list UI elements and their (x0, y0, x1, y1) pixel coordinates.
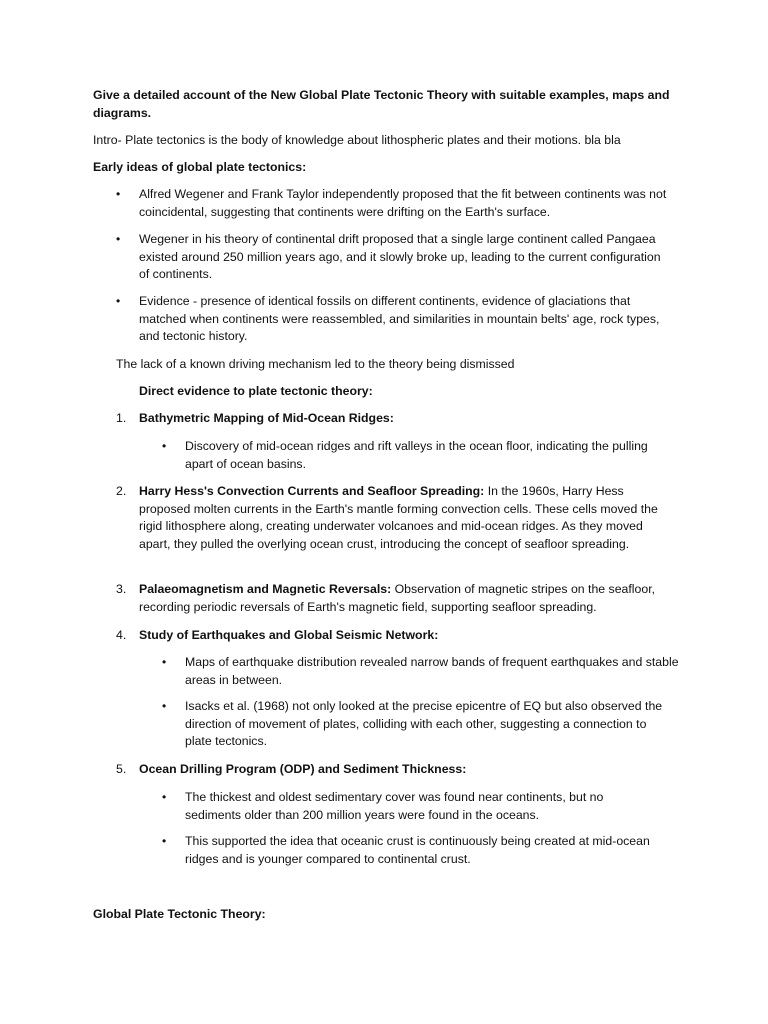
early-ideas-heading: Early ideas of global plate tectonics: (93, 160, 307, 174)
evidence-item-title: Study of Earthquakes and Global Seismic Network: (139, 628, 439, 642)
early-bullet-3: Evidence - presence of identical fossils on different continents, evidence of glaciations that matched when continents were reassembled, and similarities in mountain belts' age, rock types, and tectonic history. (139, 294, 660, 344)
early-conclusion: The lack of a known driving mechanism led to the theory being dismissed (116, 357, 515, 371)
bullet-marker: • (116, 294, 121, 308)
list-number: 1. (116, 411, 127, 425)
evidence-item-title: Palaeomagnetism and Magnetic Reversals: (139, 582, 392, 596)
evidence-subbullet: Isacks et al. (1968) not only looked at the precise epicentre of EQ but also observed the direction of movement of plates, colliding with each other, suggesting a connection to plate tectonics. (185, 699, 663, 749)
bullet-marker: • (162, 439, 167, 453)
question-heading: Give a detailed account of the New Global Plate Tectonic Theory with suitable examples, maps and diagrams. (93, 88, 670, 120)
evidence-subbullet: The thickest and oldest sedimentary cover was found near continents, but no sediments older than 200 million years were found in the oceans. (185, 790, 604, 822)
list-number: 3. (116, 582, 127, 596)
direct-evidence-heading: Direct evidence to plate tectonic theory: (139, 384, 373, 398)
bullet-marker: • (162, 834, 167, 848)
evidence-item-paragraph (139, 483, 674, 553)
bullet-marker: • (162, 699, 167, 713)
evidence-subbullet: This supported the idea that oceanic crust is continuously being created at mid-ocean ridges and is younger compared to continental crust. (185, 834, 650, 866)
evidence-item-paragraph (139, 581, 674, 616)
evidence-item-text: In the 1960s, Harry Hess proposed molten currents in the Earth's mantle forming convection cells. These cells moved the rigid lithosphere along, creating underwater volcanoes and mid-ocean ridges. As they moved apart, they pulled the overlying ocean crust, introducing the concept of seafloor spreading. (139, 484, 658, 551)
bullet-marker: • (162, 790, 167, 804)
bullet-marker: • (116, 187, 121, 201)
early-bullet-2: Wegener in his theory of continental drift proposed that a single large continent called Pangaea existed around 250 million years ago, and it slowly broke up, leading to the current configuration of continents. (139, 232, 661, 282)
evidence-item-title: Bathymetric Mapping of Mid-Ocean Ridges: (139, 411, 394, 425)
early-bullet-1: Alfred Wegener and Frank Taylor independently proposed that the fit between continents was not coincidental, suggesting that continents were drifting on the Earth's surface. (139, 187, 667, 219)
evidence-item-title: Harry Hess's Convection Currents and Seafloor Spreading: (139, 484, 485, 498)
bullet-marker: • (162, 655, 167, 669)
evidence-subbullet: Maps of earthquake distribution revealed narrow bands of frequent earthquakes and stable areas in between. (185, 655, 679, 687)
evidence-item-text: Observation of magnetic stripes on the seafloor, recording periodic reversals of Earth's magnetic field, supporting seafloor spreading. (139, 582, 656, 614)
list-number: 5. (116, 762, 127, 776)
intro-paragraph: Intro- Plate tectonics is the body of knowledge about lithospheric plates and their motions. bla bla (93, 133, 621, 147)
list-number: 2. (116, 484, 127, 498)
evidence-subbullet: Discovery of mid-ocean ridges and rift valleys in the ocean floor, indicating the pulling apart of ocean basins. (185, 439, 648, 471)
bullet-marker: • (116, 232, 121, 246)
evidence-item-title: Ocean Drilling Program (ODP) and Sediment Thickness: (139, 762, 467, 776)
list-number: 4. (116, 628, 127, 642)
global-theory-heading: Global Plate Tectonic Theory: (93, 907, 266, 921)
